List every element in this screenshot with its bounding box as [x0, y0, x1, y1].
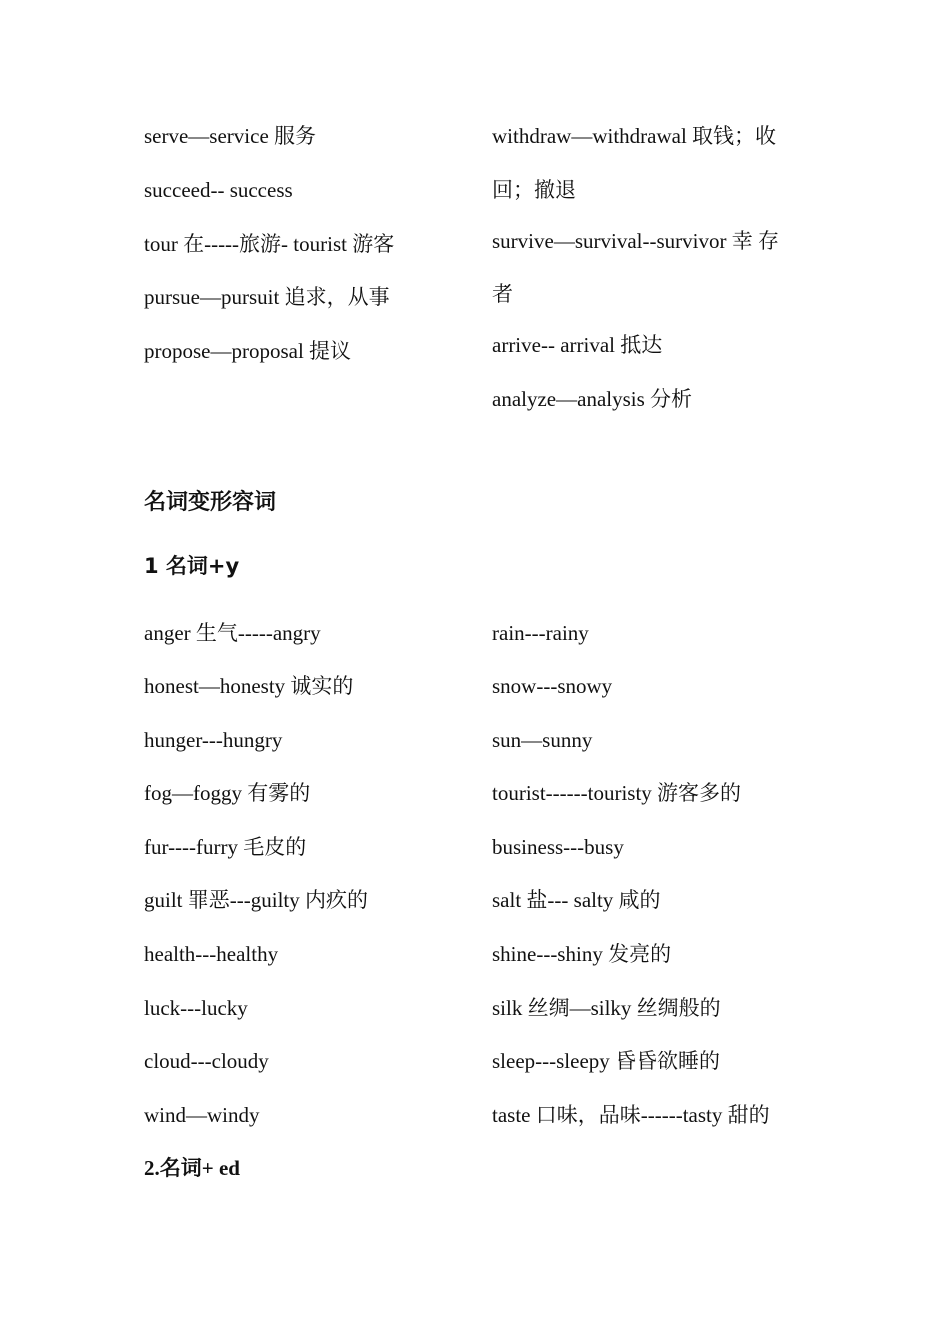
word-pair: anger 生气-----angry: [144, 621, 321, 645]
subheading-noun-plus-y: 1 名词+y: [144, 554, 240, 578]
word-pair: sun—sunny: [492, 728, 593, 752]
word-pair: serve—service 服务: [144, 124, 317, 148]
word-pair: snow---snowy: [492, 674, 613, 698]
word-pair: fog—foggy 有雾的: [144, 781, 311, 805]
word-pair: survive—survival--survivor 幸 存: [492, 229, 779, 253]
word-pair: arrive-- arrival 抵达: [492, 333, 663, 357]
word-pair: shine---shiny 发亮的: [492, 942, 672, 966]
word-pair: hunger---hungry: [144, 728, 283, 752]
word-pair: tourist------touristy 游客多的: [492, 781, 742, 805]
word-pair: honest—honesty 诚实的: [144, 674, 354, 698]
word-pair: silk 丝绸—silky 丝绸般的: [492, 996, 721, 1020]
word-pair: pursue—pursuit 追求，从事: [144, 285, 390, 309]
word-pair: health---healthy: [144, 942, 279, 966]
word-pair: wind—windy: [144, 1103, 260, 1127]
word-pair: salt 盐--- salty 咸的: [492, 888, 661, 912]
word-pair-continuation: 者: [492, 282, 513, 306]
word-pair: tour 在-----旅游- tourist 游客: [144, 232, 395, 256]
word-pair: business---busy: [492, 835, 624, 859]
word-pair: rain---rainy: [492, 621, 589, 645]
word-pair: guilt 罪恶---guilty 内疚的: [144, 888, 368, 912]
section-heading: 名词变形容词: [144, 489, 277, 514]
subheading-noun-plus-ed: 2.名词+ ed: [144, 1156, 240, 1180]
word-pair: cloud---cloudy: [144, 1049, 269, 1073]
word-pair: sleep---sleepy 昏昏欲睡的: [492, 1049, 721, 1073]
word-pair: analyze—analysis 分析: [492, 387, 693, 411]
word-pair: fur----furry 毛皮的: [144, 835, 307, 859]
word-pair: succeed-- success: [144, 178, 293, 202]
word-pair: luck---lucky: [144, 996, 248, 1020]
word-pair-continuation: 回；撤退: [492, 178, 576, 202]
word-pair: withdraw—withdrawal 取钱；收: [492, 124, 777, 148]
word-pair: propose—proposal 提议: [144, 339, 352, 363]
word-pair: taste 口味，品味------tasty 甜的: [492, 1103, 770, 1127]
